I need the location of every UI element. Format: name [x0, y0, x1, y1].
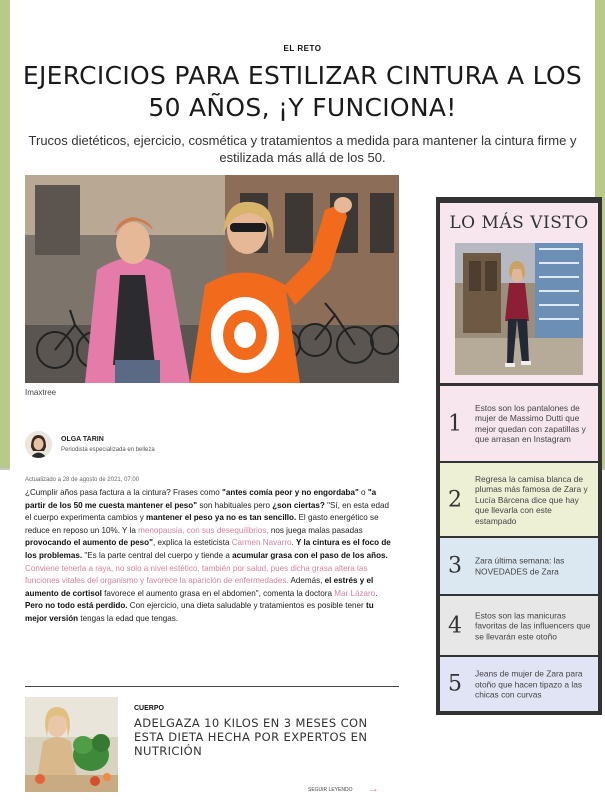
body-emphasis: mantener el peso ya no es tan sencillo.: [146, 513, 297, 523]
body-text-run: "Es la parte central del cuerpo y tiende a: [82, 550, 233, 560]
item-number: 3: [448, 553, 462, 579]
body-text-run: ¿Cumplir años pasa factura a la cintura? Frases como: [25, 488, 223, 497]
related-section[interactable]: CUERPO: [134, 705, 164, 712]
avatar[interactable]: [25, 431, 52, 458]
body-text-run: tengas la edad que tengas.: [78, 613, 178, 623]
body-text-run: , explica la esteticista: [152, 538, 232, 548]
most-viewed-sidebar: [436, 197, 602, 715]
most-viewed-item[interactable]: [440, 596, 598, 655]
body-emphasis: "antes comía peor y no engordaba": [222, 488, 359, 497]
body-text-run: nos juega malas pasadas: [268, 525, 363, 535]
body-emphasis: provocando el aumento de peso": [25, 538, 153, 548]
item-title[interactable]: Regresa la camisa blanca de plumas más famosa de Zara y Lucía Bárcena dice que hay que llevarla con este estampado: [475, 473, 588, 526]
item-number: 4: [448, 613, 462, 638]
body-emphasis: tu mejor versión: [25, 601, 374, 623]
article-body: [25, 487, 397, 626]
article-title: EJERCICIOS PARA ESTILIZAR CINTURA A LOS 50 AÑOS, ¡Y FUNCIONA!: [22, 61, 583, 122]
author-role: Periodista especializada en belleza: [61, 447, 155, 453]
arrow-right-icon[interactable]: →: [368, 783, 379, 795]
item-number: 2: [448, 487, 462, 512]
body-link[interactable]: Carmen Navarro: [231, 538, 292, 548]
updated-date: Actualizado a 28 de agosto de 2021, 07:00: [25, 477, 140, 483]
hero-image: [25, 175, 399, 383]
item-title[interactable]: Zara última semana: las NOVEDADES de Zara: [475, 555, 565, 576]
most-viewed-item[interactable]: [440, 657, 598, 711]
body-link[interactable]: Mar Lázaro: [334, 588, 376, 598]
body-emphasis: Pero no todo está perdido.: [25, 601, 128, 611]
article-subtitle: Trucos dietéticos, ejercicio, cosmética y tratamientos a medida para mantener la cintura firme y estilizada más allá de los 50.: [28, 133, 577, 165]
body-text-run: Además,: [288, 576, 325, 586]
body-emphasis: ¿son ciertas?: [272, 500, 325, 510]
body-emphasis: el estrés y el aumento de cortisol: [25, 576, 374, 598]
most-viewed-item[interactable]: [440, 538, 598, 594]
item-title[interactable]: Estos son los pantalones de mujer de Massimo Dutti que mejor quedan con zapatillas y que arrasan en Instagram: [475, 402, 586, 444]
sidebar-heading: LO MÁS VISTO: [440, 203, 598, 243]
body-text-run: .: [291, 538, 297, 548]
body-text-run: o: [358, 488, 368, 497]
related-image[interactable]: [25, 697, 118, 792]
item-title[interactable]: Jeans de mujer de Zara para otoño que hacen tipazo a las chicas con curvas: [475, 668, 583, 700]
divider: [25, 686, 399, 687]
body-text-run: "Sí, en esta edad el cuerpo experimenta cambios y: [25, 500, 389, 523]
left-ad-strip: [0, 0, 10, 470]
author-name[interactable]: OLGA TARIN: [61, 436, 104, 443]
body-text-run: Con ejercicio, una dieta saludable y tratamientos es posible tener: [127, 601, 366, 611]
item-title[interactable]: Estos son las manicuras favoritas de las influencers que se llevarán este otoño: [475, 609, 591, 641]
sidebar-photo[interactable]: [440, 243, 598, 383]
body-link[interactable]: Conviene tenerla a raya, no solo a nivel estético, también por salud, pues dicha grasa altera las funciones vitales del organismo y favorece la aparición de enfermedades.: [25, 563, 368, 586]
body-text-run: favorece el aumento grasa en el abdomen", comenta la doctora: [101, 588, 335, 598]
article-kicker[interactable]: EL RETO: [283, 44, 322, 53]
related-title[interactable]: ADELGAZA 10 KILOS EN 3 MESES CON ESTA DIETA HECHA POR EXPERTOS EN NUTRICIÓN: [134, 716, 368, 758]
body-text-run: .: [375, 588, 378, 598]
body-emphasis: "a partir de los 50 me cuesta mantener el peso": [25, 488, 377, 510]
image-credit: Imaxtree: [25, 388, 57, 397]
body-link[interactable]: menopausia, con sus desequilibrios,: [138, 525, 269, 535]
most-viewed-item[interactable]: [440, 386, 598, 461]
item-number: 1: [448, 411, 462, 436]
body-text-run: son habituales pero: [197, 500, 273, 510]
read-more-link[interactable]: SEGUIR LEYENDO: [308, 787, 353, 793]
body-emphasis: acumular grasa con el paso de los años.: [232, 550, 388, 560]
most-viewed-item[interactable]: [440, 463, 598, 536]
author-byline[interactable]: [25, 431, 399, 461]
body-text-run: El gasto energético se reduce en reposo un 10%. Y la: [25, 513, 379, 535]
related-article[interactable]: [25, 697, 399, 795]
body-emphasis: Y la cintura es el foco de los problemas.: [25, 538, 391, 560]
item-number: 5: [448, 671, 462, 697]
